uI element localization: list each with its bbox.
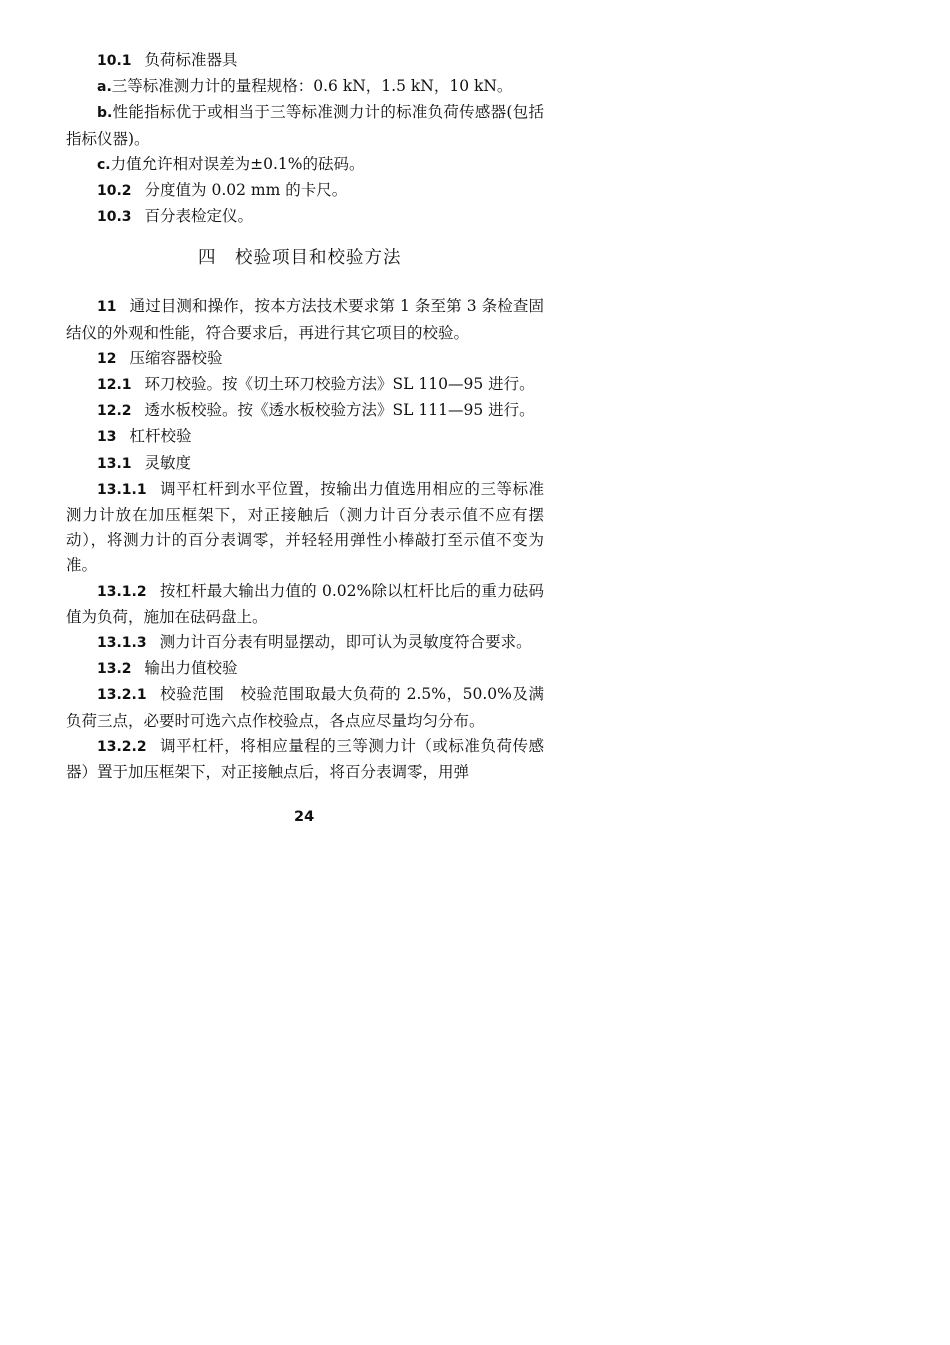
paragraph	[66, 48, 544, 74]
clause-text: 灵敏度	[144, 453, 192, 472]
clause-text: 测力计百分表有明显摆动，即可认为灵敏度符合要求。	[159, 633, 532, 652]
clause-text: 分度值为 0.02 mm 的卡尺。	[144, 181, 348, 200]
section-11-13-block	[66, 294, 544, 785]
clause-number: 12.2	[97, 403, 132, 420]
paragraph	[66, 346, 544, 372]
paragraph	[66, 424, 544, 450]
clause-text: 按杠杆最大输出力值的 0.02%除以杠杆比后的重力砝码值为负荷，施加在砝码盘上。	[66, 581, 544, 626]
clause-number: 10.2	[97, 183, 132, 200]
clause-text: 性能指标优于或相当于三等标准测力计的标准负荷传感器(包括指标仪器)。	[66, 103, 544, 148]
document-page	[66, 48, 544, 785]
clause-number: 12.1	[97, 377, 132, 394]
clause-text: 环刀校验。按《切土环刀校验方法》SL 110—95 进行。	[144, 375, 535, 394]
clause-text: 输出力值校验	[144, 659, 238, 678]
clause-number: 11	[97, 299, 117, 316]
paragraph	[66, 372, 544, 398]
clause-text: 百分表检定仪。	[144, 207, 254, 226]
chapter-heading: 四 校验项目和校验方法	[198, 248, 402, 269]
clause-number: 12	[97, 350, 117, 367]
paragraph	[66, 204, 544, 230]
paragraph	[66, 74, 544, 100]
clause-number: 10.3	[97, 209, 132, 226]
clause-text: 校验范围 校验范围取最大负荷的 2.5%，50.0%及满负荷三点，必要时可选六点作校验点，各点应尽量均匀分布。	[66, 685, 544, 730]
paragraph	[66, 477, 544, 579]
paragraph	[66, 398, 544, 424]
list-label: b.	[97, 105, 113, 122]
clause-number: 13.1.3	[97, 635, 147, 652]
paragraph	[66, 178, 544, 204]
clause-text: 通过目测和操作，按本方法技术要求第 1 条至第 3 条检查固结仪的外观和性能，符合要求后，再进行其它项目的校验。	[66, 297, 544, 342]
clause-number: 13.1.2	[97, 583, 147, 600]
paragraph	[66, 451, 544, 477]
paragraph	[66, 294, 544, 345]
paragraph	[66, 682, 544, 733]
clause-number: 13	[97, 429, 117, 446]
list-label: a.	[97, 79, 112, 96]
clause-number: 13.1.1	[97, 481, 147, 498]
clause-number: 13.2.1	[97, 687, 147, 704]
clause-number: 13.1	[97, 455, 132, 472]
clause-text: 力值允许相对误差为±0.1%的砝码。	[110, 154, 365, 173]
clause-text: 三等标准测力计的量程规格：0.6 kN，1.5 kN，10 kN。	[111, 77, 513, 96]
paragraph	[66, 656, 544, 682]
clause-number: 13.2	[97, 661, 132, 678]
paragraph	[66, 579, 544, 630]
clause-text: 调平杠杆，将相应量程的三等测力计（或标准负荷传感器）置于加压框架下，对正接触点后，将百分表调零，用弹	[66, 736, 544, 782]
clause-text: 调平杠杆到水平位置，按输出力值选用相应的三等标准测力计放在加压框架下，对正接触后（测力计百分表示值不应有摆动），将测力计的百分表调零，并轻轻用弹性小棒敲打至示值不变为准。	[66, 479, 544, 575]
clause-text: 透水板校验。按《透水板校验方法》SL 111—95 进行。	[144, 401, 535, 420]
list-label: c.	[97, 156, 111, 173]
paragraph	[66, 100, 544, 151]
clause-text: 负荷标准器具	[144, 51, 238, 69]
clause-number: 13.2.2	[97, 738, 147, 755]
paragraph	[66, 630, 544, 656]
section-10-block	[66, 48, 544, 230]
page-number: 24	[294, 809, 315, 825]
paragraph	[66, 734, 544, 785]
clause-text: 杠杆校验	[129, 427, 192, 446]
clause-text: 压缩容器校验	[129, 348, 223, 367]
paragraph	[66, 152, 544, 178]
clause-number: 10.1	[97, 53, 132, 69]
